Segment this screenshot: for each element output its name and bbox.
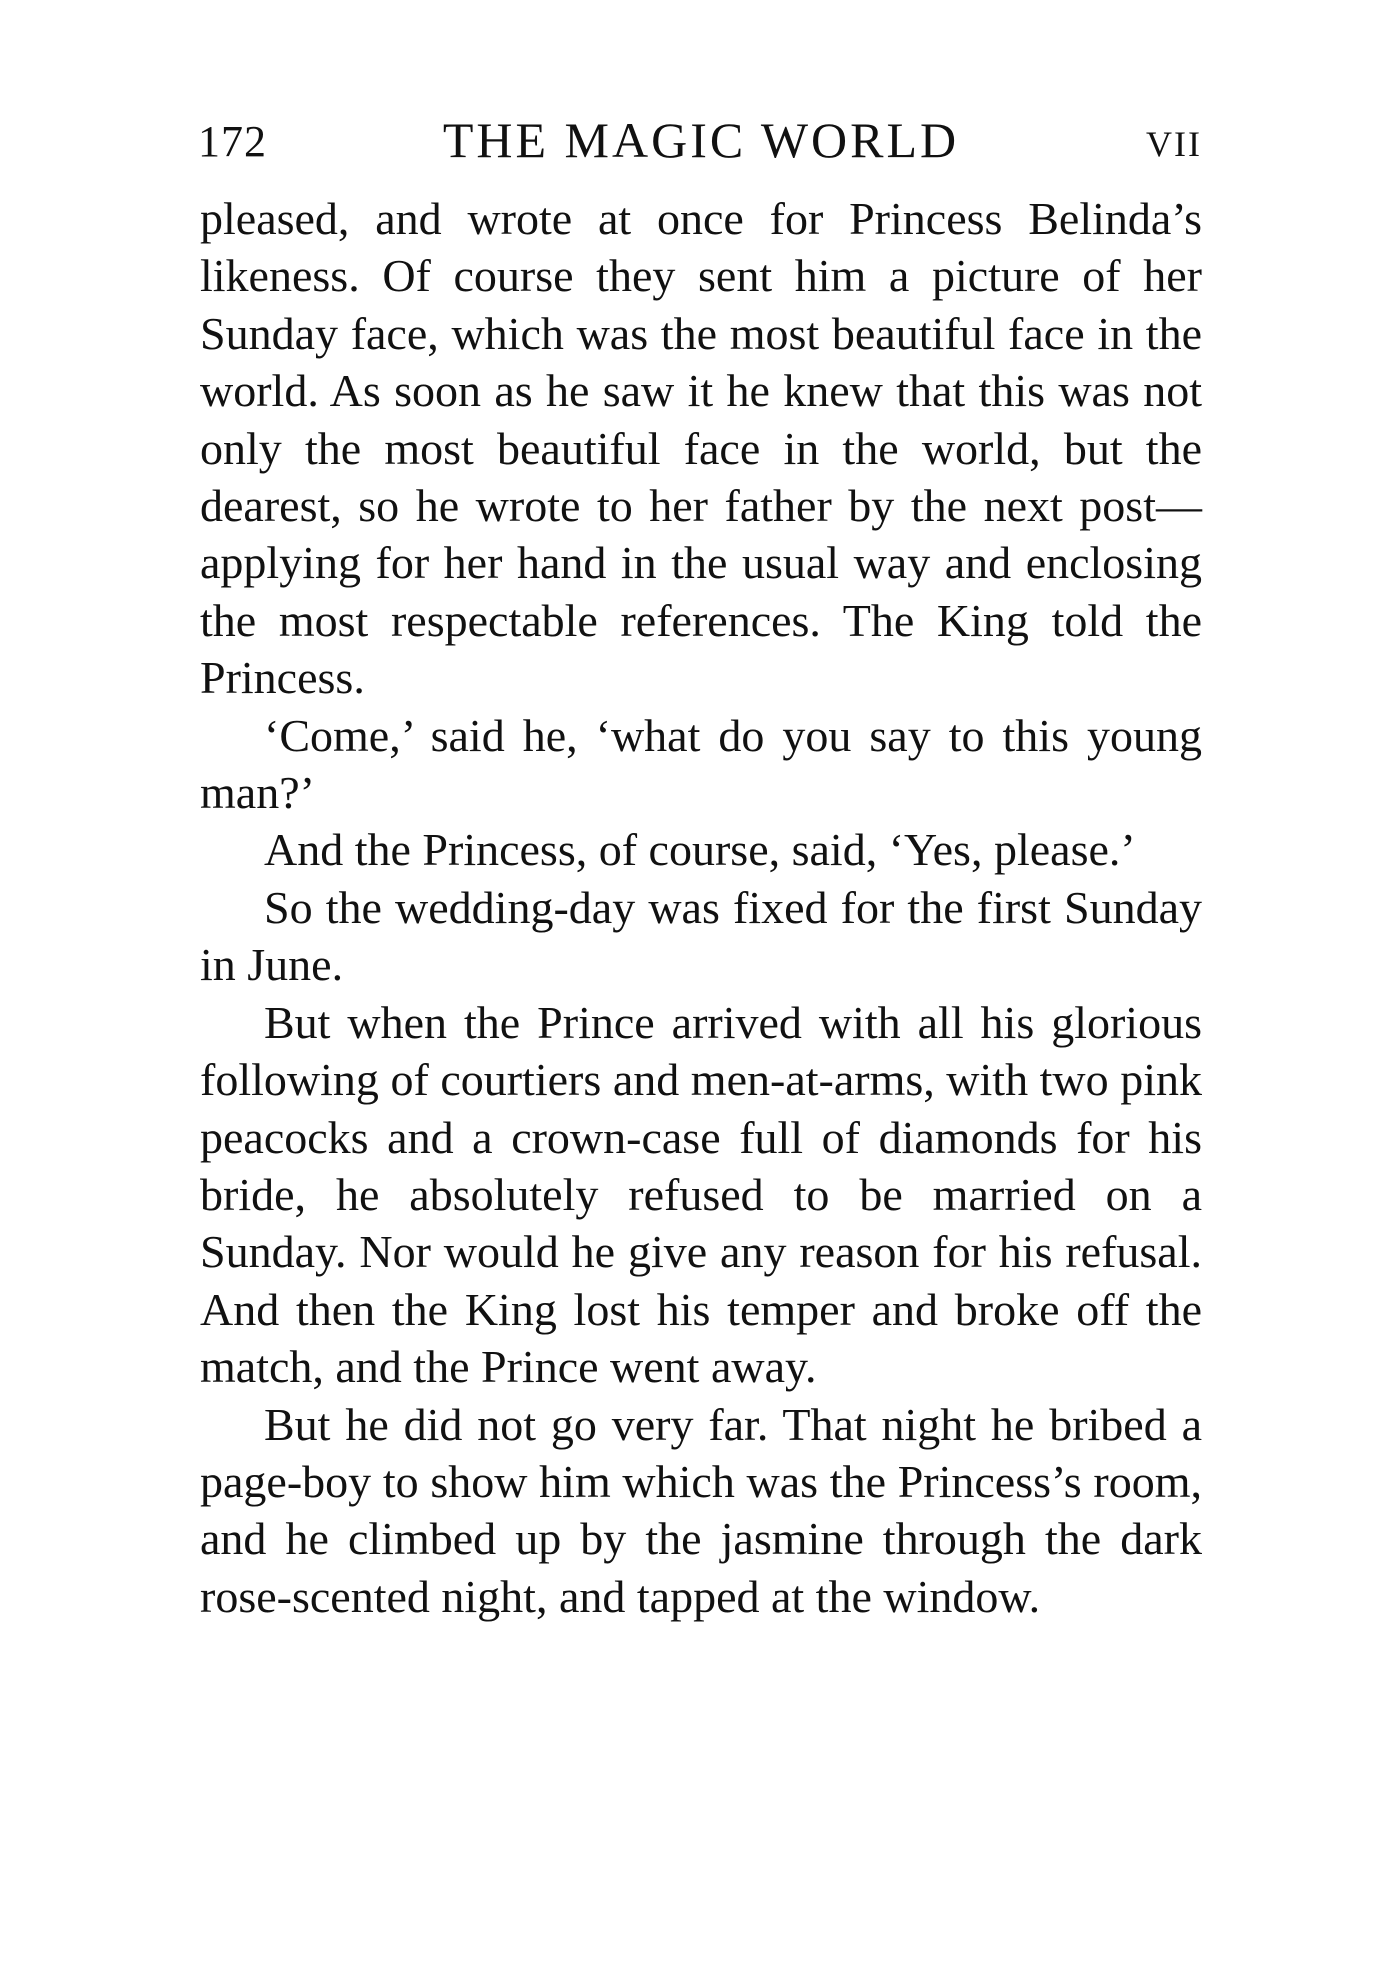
chapter-number: VII [1146,124,1202,164]
paragraph-2: ‘Come,’ said he, ‘what do you say to this young man?’ [200,709,1202,819]
page-number: 172 [198,117,267,166]
running-header [200,110,1202,170]
book-page [200,110,1202,1625]
paragraph-3: And the Princess, of course, said, ‘Yes, please.’ [264,824,1136,876]
page-text [200,190,1202,1625]
book-title: THE MAGIC WORLD [442,112,960,168]
paragraph-1: pleased, and wrote at once for Princess Belinda’s likeness. Of course they sent him a picture of her Sunday face, which was the most beautiful face in the world. As soon as he saw it he knew that this was not only the most beautiful face in the world, but the dearest, so he wrote to her father by the next post— applying for her hand in the usual way and enclosing the most respectable references. The King told the Princess. [200,193,1202,704]
paragraph-6: But he did not go very far. That night he bribed a page-boy to show him which was the Princess’s room, and he climbed up by the jasmine through the dark rose-scented night, and tapped at the window. [200,1398,1202,1622]
paragraph-4: So the wedding-day was fixed for the first Sunday in June. [200,881,1202,991]
paragraph-5: But when the Prince arrived with all his glorious following of courtiers and men-at-arms, with two pink peacocks and a crown-case full of diamonds for his bride, he absolutely refused to be married on a Sunday. Nor would he give any reason for his refusal. And then the King lost his temper and broke off the match, and the Prince went away. [200,996,1202,1393]
